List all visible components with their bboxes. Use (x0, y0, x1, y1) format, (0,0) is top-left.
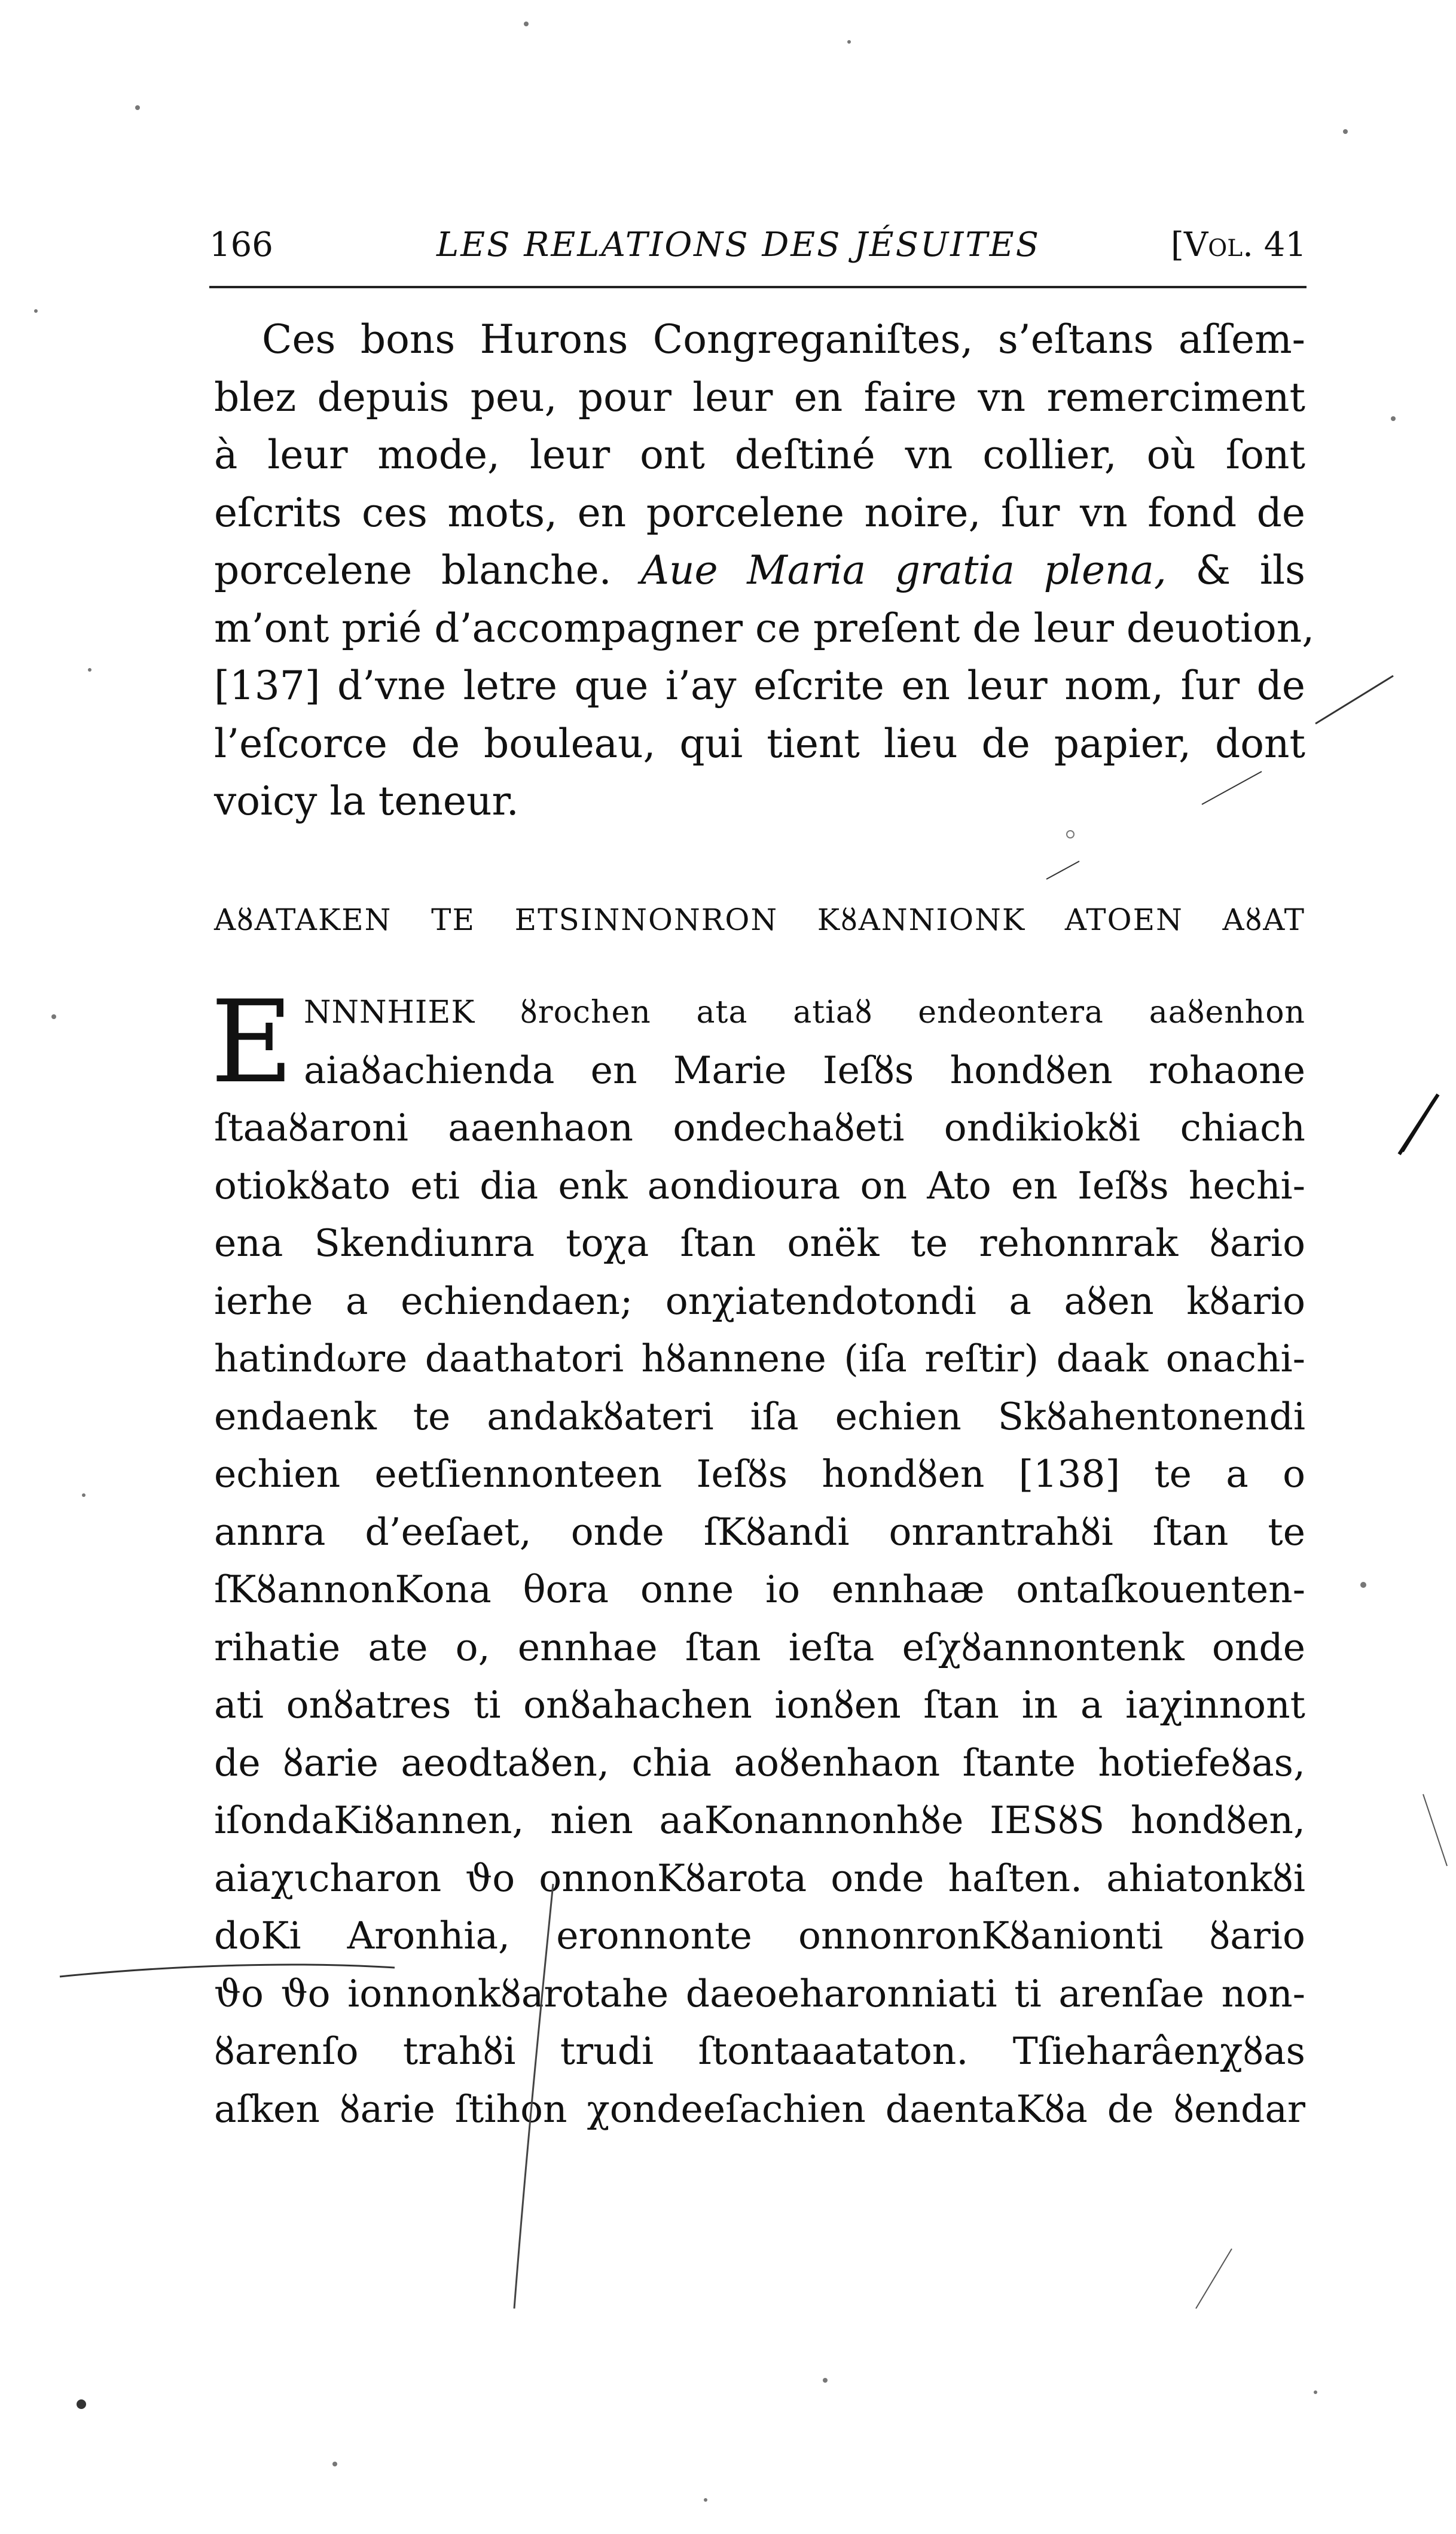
text-line: [137] d’vne letre que i’ay eſcrite en leur nom, ſur de (214, 663, 1305, 709)
italic-latin-phrase: Aue Maria gratia plena, (640, 547, 1167, 593)
text-line: aiaȣachienda en Marie Ieſȣs hondȣen rohaone (304, 1048, 1305, 1092)
pencil-stroke-right-margin (1423, 1794, 1447, 1866)
speckles (34, 22, 1396, 2502)
pencil-stroke-center (1046, 861, 1079, 879)
text-line: echien eetſiennonteen Ieſȣs hondȣen [138] te a o (214, 1452, 1305, 1496)
text-line: Ces bons Hurons Congreganiſtes, s’eſtans aſſem- (262, 316, 1305, 362)
text-line: blez depuis peu, pour leur en faire vn remerciment (214, 374, 1305, 420)
text-line: otiokȣato eti dia enk aondioura on Ato en Ieſȣs hechi- (214, 1163, 1305, 1207)
text-line: iſondaKiȣannen, nien aaKonannonhȣe IESȣS hondȣen, (214, 1798, 1305, 1842)
text-line: aiaχιcharon ϑo onnonKȣarota onde haſten. ahiatonkȣi (214, 1856, 1305, 1900)
text-line: ierhe a echiendaen; onχiatendotondi a aȣen kȣario (214, 1279, 1305, 1323)
text-line: rihatie ate o, ennhae ſtan ieſta eſχȣannontenk onde (214, 1625, 1305, 1669)
pencil-stroke-bottom (1196, 2249, 1232, 2309)
margin-check-mark (1399, 1094, 1438, 1154)
drop-cap: E (210, 976, 294, 1108)
text-line: annra d’eeſaet, onde ſKȣandi onrantrahȣi ſtan te (214, 1510, 1305, 1554)
running-title: LES RELATIONS DES JÉSUITES (437, 225, 1040, 264)
text-line: ſKȣannonKona θora onne io ennhaæ ontaſkouenten- (214, 1568, 1305, 1611)
text-line: ſtaaȣaroni aaenhaon ondechaȣeti ondikiokȣi chiach (214, 1106, 1305, 1149)
text-line: NNNHIEK ȣrochen ata atiaȣ endeontera aaȣenhon (304, 995, 1305, 1030)
text-line: aſken ȣarie ſtihon χondeeſachien daentaKȣa de ȣendar (214, 2087, 1305, 2131)
text-line: ȣarenſo trahȣi trudi ſtontaaataton. Tſieharâenχȣas (214, 2029, 1305, 2073)
section-heading: AȣATAKEN TE ETSINNONRON KȣANNIONK ATOEN AȣAT (214, 902, 1305, 937)
text-line: ena Skendiunra toχa ſtan onëk te rehonnrak ȣario (214, 1221, 1305, 1265)
text-line: l’eſcorce de bouleau, qui tient lieu de papier, dont (214, 720, 1305, 767)
text-segment: & ils (1166, 547, 1305, 593)
text-line: ati onȣatres ti onȣahachen ionȣen ſtan in a iaχinnont (214, 1683, 1305, 1727)
pencil-line-vertical (514, 1884, 553, 2309)
text-segment: porcelene blanche. (214, 547, 641, 593)
text-line: hatindωre daathatori hȣannene (iſa reſtir) daak onachi- (214, 1337, 1305, 1380)
text-line: eſcrits ces mots, en porcelene noire, ſur vn fond de (214, 489, 1305, 536)
text-line: doKi Aronhia, eronnonte onnonronKȣanionti ȣario (214, 1914, 1305, 1957)
text-line: m’ont prié d’accompagner ce preſent de leur deuotion, (214, 605, 1315, 651)
volume-label: [Vol. 41 (1170, 225, 1307, 264)
text-line: endaenk te andakȣateri iſa echien Skȣahentonendi (214, 1394, 1305, 1438)
pencil-stroke-right (1315, 676, 1393, 724)
text-line: de ȣarie aeodtaȣen, chia aoȣenhaon ſtante hotiefeȣas, (214, 1740, 1305, 1785)
text-line: voicy la teneur. (214, 778, 519, 824)
pencil-line-left (60, 1965, 395, 1977)
pencil-stroke-right-lower (1202, 772, 1262, 804)
text-line: à leur mode, leur ont deſtiné vn collier, où ſont (214, 432, 1305, 478)
page-number: 166 (209, 225, 273, 264)
text-line: ϑo ϑo ionnonkȣarotahe daeoeharonniati ti arenſae non- (214, 1971, 1305, 2015)
